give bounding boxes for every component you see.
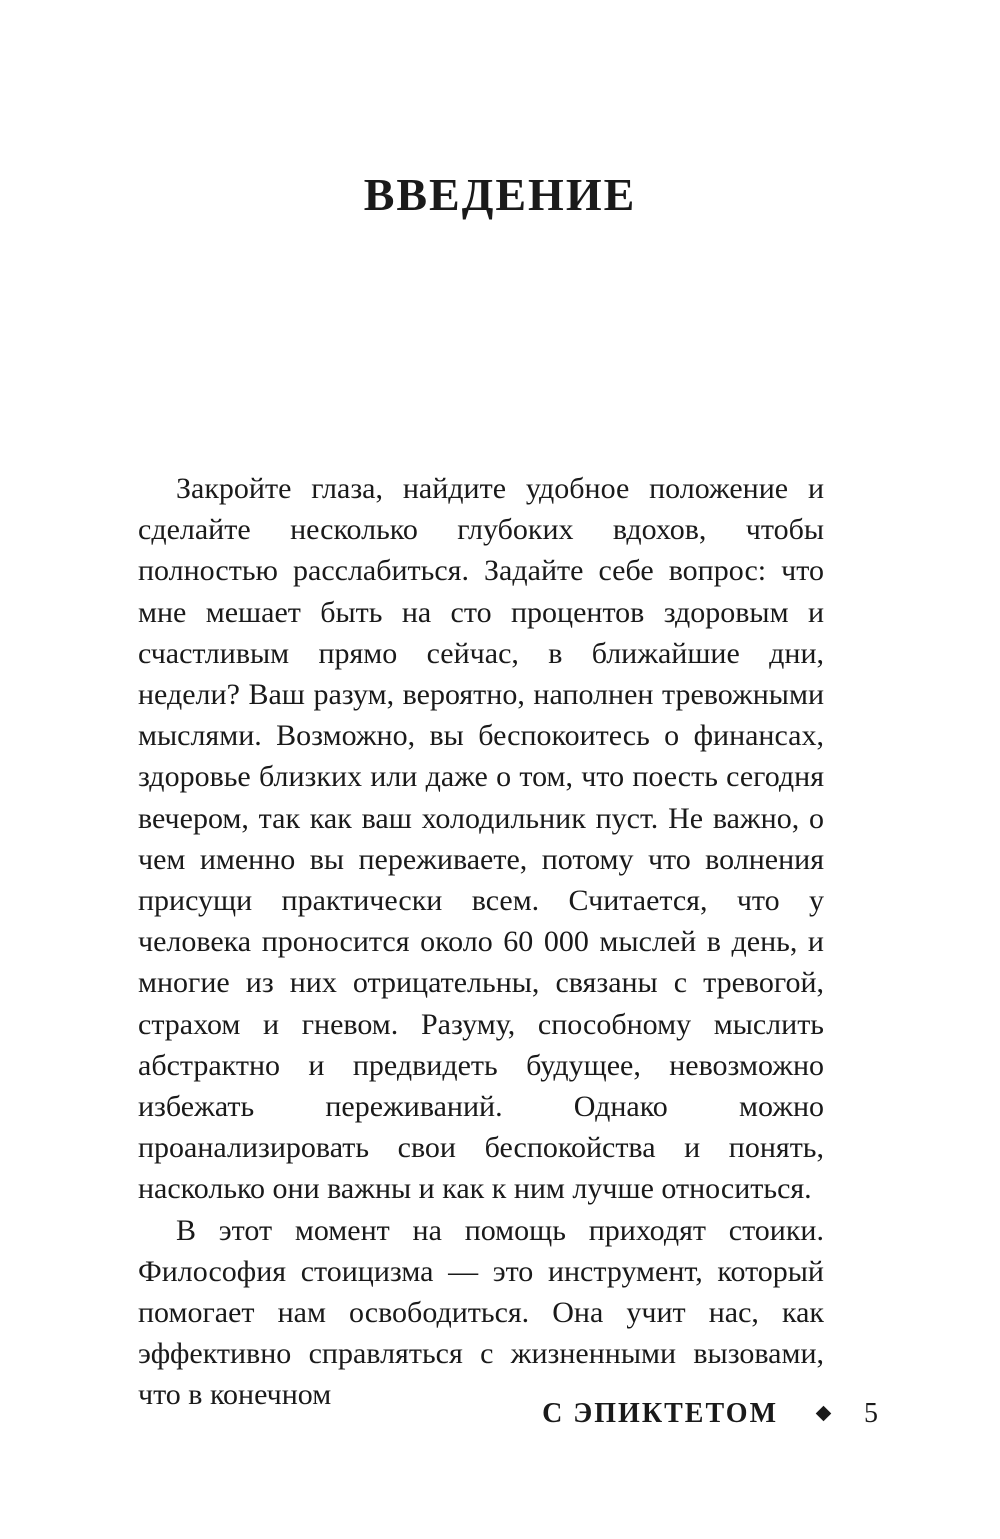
running-title: С ЭПИКТЕТОМ <box>542 1398 778 1429</box>
page-number: 5 <box>864 1398 878 1429</box>
diamond-icon <box>816 1406 832 1422</box>
paragraph-2: В этот момент на помощь приходят стоики. Философия стоицизма — это инструмент, который помогает нам освободиться. Она учит нас, как эффективно справляться с жизненными вызовами, что в конечном <box>138 1213 824 1412</box>
page-footer <box>0 1394 1000 1434</box>
body-text <box>138 468 824 1416</box>
chapter-title: ВВЕДЕНИЕ <box>363 169 637 220</box>
paragraph-1: Закройте глаза, найдите удобное положение и сделайте несколько глубоких вдохов, чтобы полностью расслабиться. Задайте себе вопрос: что мне мешает быть на сто процентов здоровым и счастливым прямо сейчас, в ближайшие дни, недели? Ваш разум, вероятно, наполнен тревожными мыслями. Возможно, вы беспокоитесь о финансах, здоровье близких или даже о том, что поесть сегодня вечером, так как ваш холодильник пуст. Не важно, о чем именно вы переживаете, потому что волнения присущи практически всем. Считается, что у человека проносится около 60 000 мыслей в день, и многие из них отрицательны, связаны с тревогой, страхом и гневом. Разуму, способному мыслить абстрактно и предвидеть будущее, невозможно избежать переживаний. Однако можно проанализировать свои беспокойства и понять, насколько они важны и как к ним лучше относиться. <box>138 472 824 1206</box>
